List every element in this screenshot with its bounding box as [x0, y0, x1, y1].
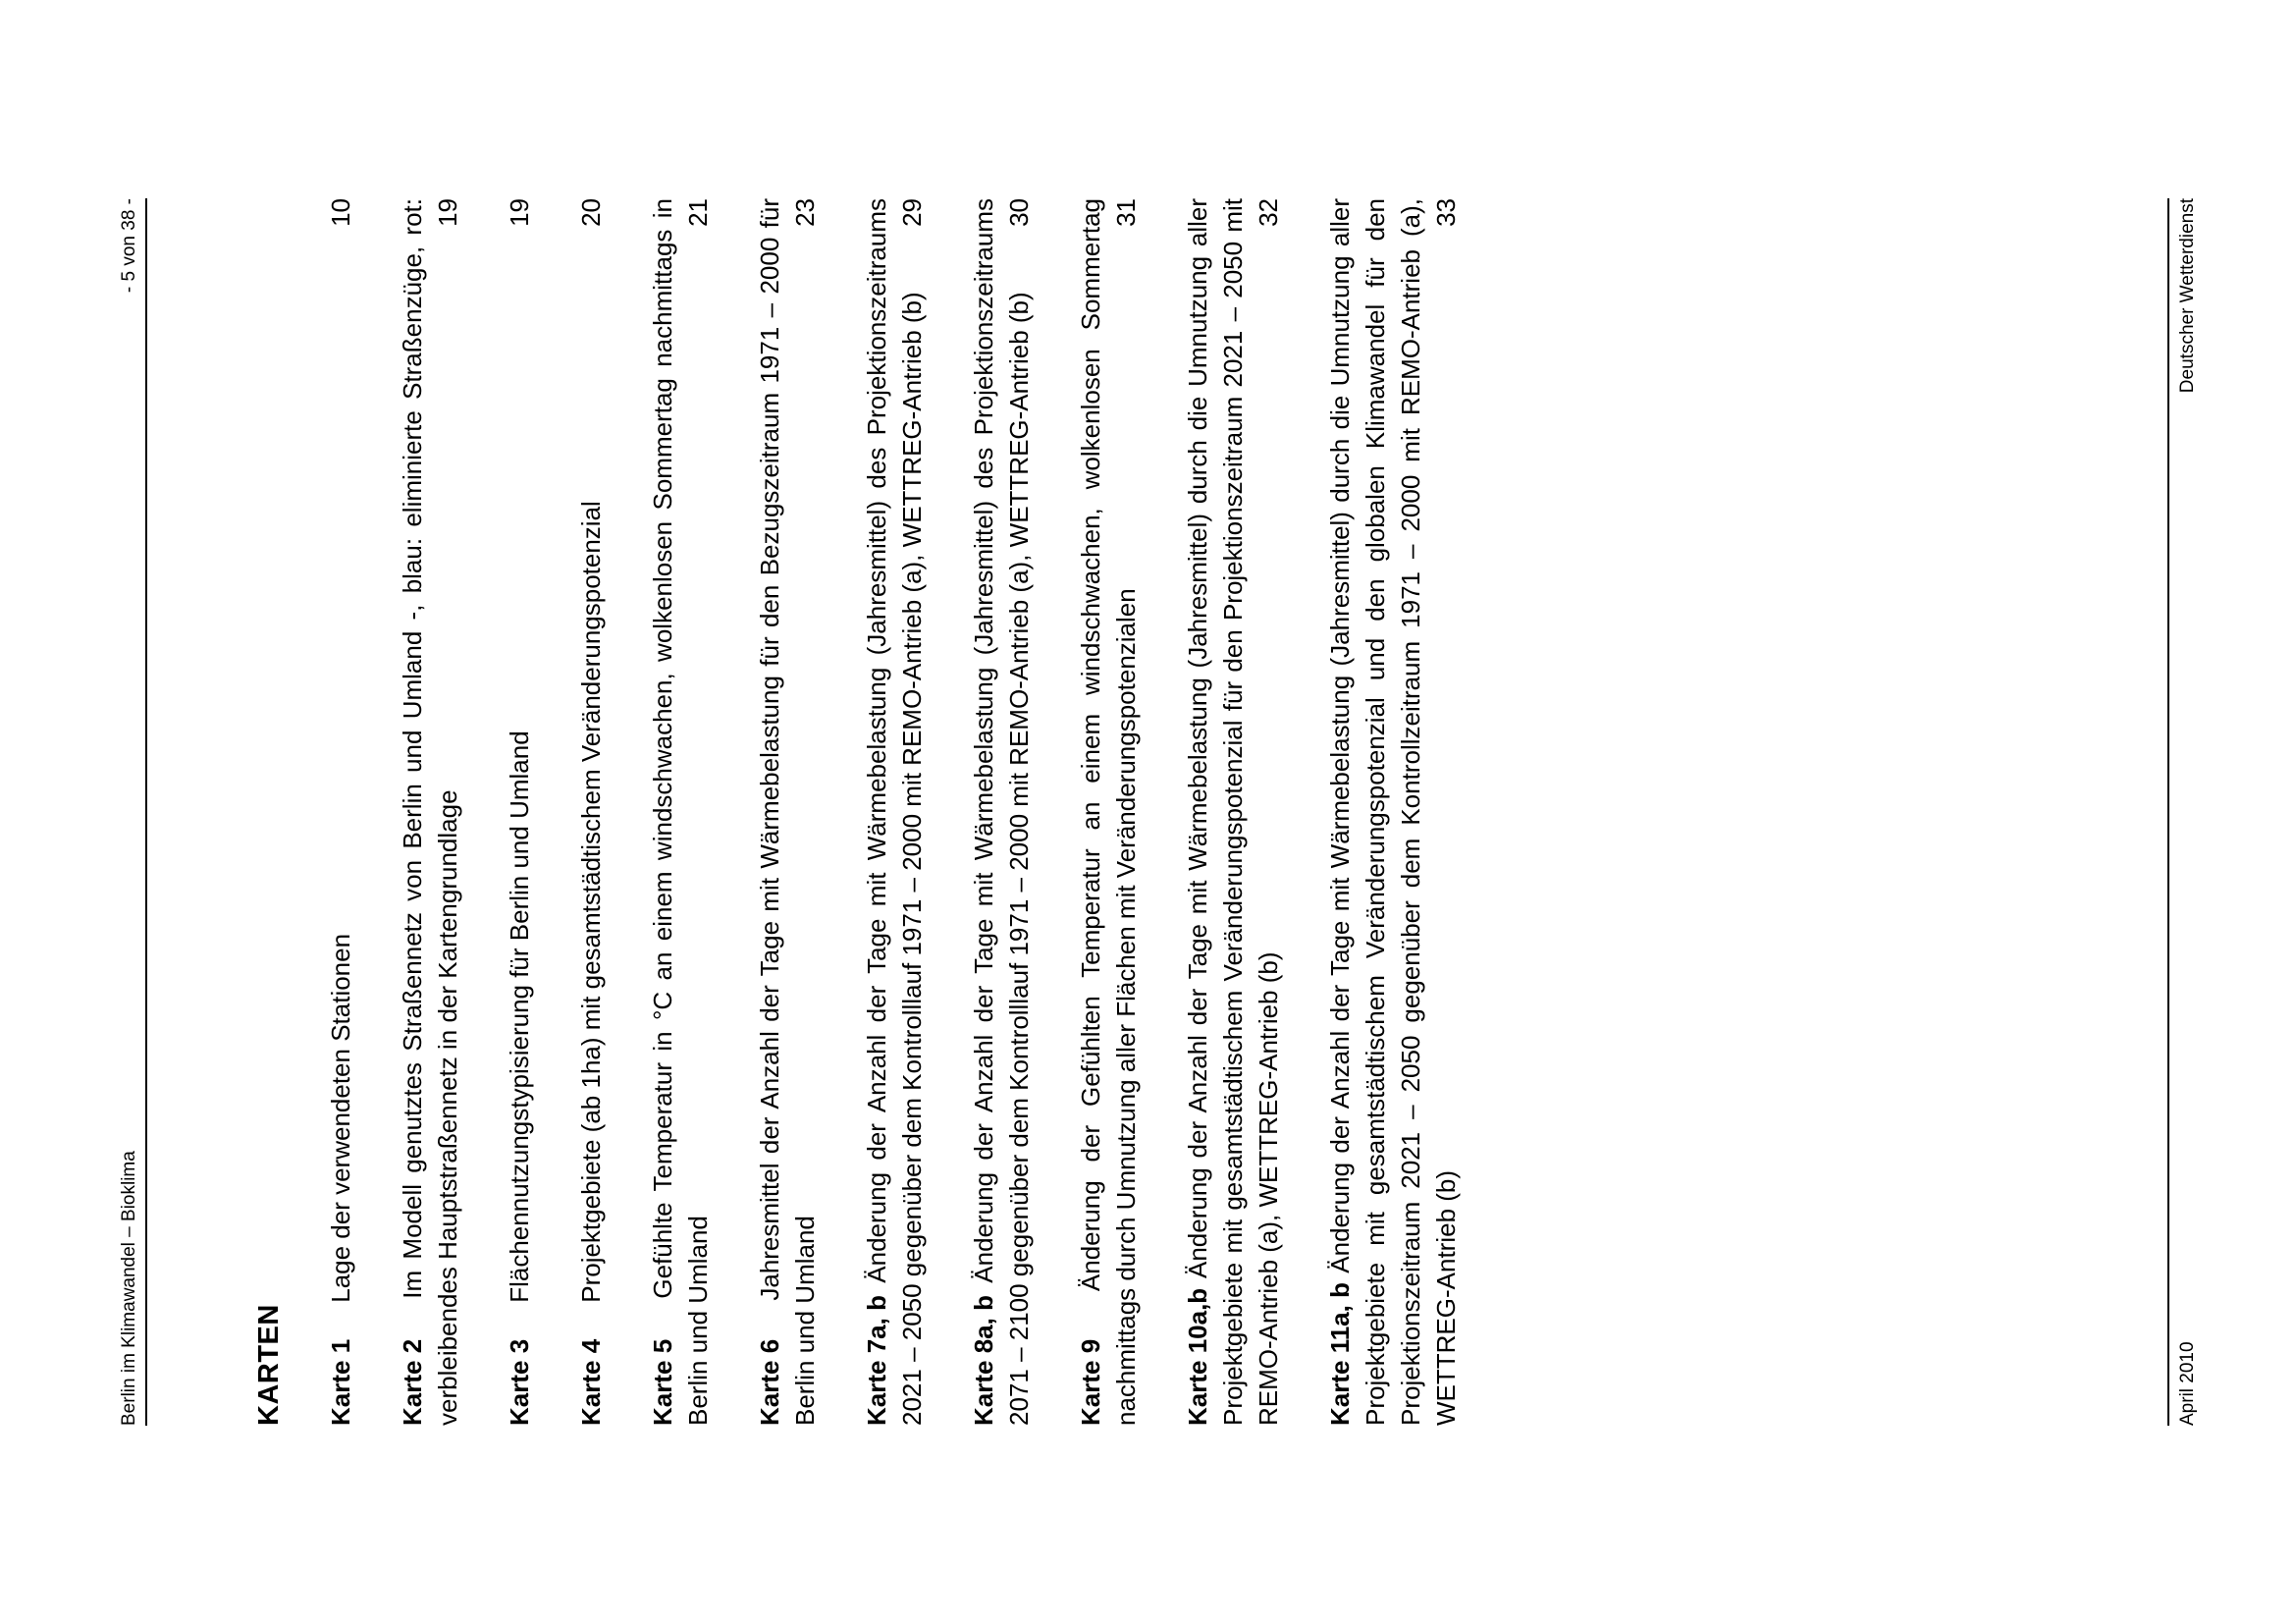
list-item	[323, 198, 358, 1426]
entry-text: Projektgebiete (ab 1ha) mit gesamtstädtischem Veränderungspotenzial	[576, 501, 606, 1303]
header-title: Berlin im Klimawandel – Bioklima	[119, 1151, 139, 1426]
footer-date: April 2010	[2177, 1341, 2198, 1426]
entry-label: Karte 2	[398, 1338, 427, 1426]
entry-text: Jahresmittel der Anzahl der Tage mit Wärmebelastung für den Bezugszeitraum 1971 – 2000 für Berlin und Umland	[755, 198, 820, 1426]
list-item	[859, 198, 930, 1426]
list-item	[752, 198, 823, 1426]
entry-label: Karte 3	[505, 1338, 534, 1426]
entry-page: 30	[1004, 198, 1034, 227]
entry-text: Im Modell genutztes Straßennetz von Berlin und Umland -, blau: eliminierte Straßenzüge, rot: verbleibendes Hauptstraßennetz in der Kartengrundlage	[398, 198, 462, 1426]
entry-page: 32	[1254, 198, 1283, 227]
entry-page: 19	[505, 198, 534, 227]
entry-label: Karte 9	[1076, 1338, 1105, 1426]
entry-page: 21	[683, 198, 713, 227]
content	[253, 198, 1500, 1426]
page-footer	[2167, 198, 2209, 1426]
entry-text: Gefühlte Temperatur in °C an einem windschwachen, wolkenlosen Sommertag nachmittags in Berlin und Umland	[648, 198, 713, 1426]
section-title: KARTEN	[253, 1304, 285, 1426]
entry-label: Karte 5	[648, 1338, 677, 1426]
header-page-number: - 5 von 38 -	[119, 198, 139, 294]
entry-page: 31	[1111, 198, 1141, 227]
entry-text: Änderung der Gefühlten Temperatur an einem windschwachen, wolkenlosen Sommertag nachmittags durch Umnutzung aller Flächen mit Veränderungspotenzialen	[1076, 198, 1141, 1426]
entry-text: Flächennutzungstypisierung für Berlin und Umland	[505, 731, 534, 1303]
entry-label: Karte 8a, b	[969, 1295, 998, 1426]
entry-page: 29	[897, 198, 927, 227]
list-item	[966, 198, 1037, 1426]
entry-label: Karte 7a, b	[862, 1295, 891, 1426]
entry-text: Änderung der Anzahl der Tage mit Wärmebelastung (Jahresmittel) durch die Umnutzung aller Projektgebiete mit gesamtstädtischem Veränderungspotenzial für den Projektionszeitraum 2021 – 2050 mit REMO-Antrieb (a), WETTREG-Antrieb (b)	[1183, 198, 1283, 1426]
entry-page: 10	[326, 198, 355, 227]
list-item	[395, 198, 465, 1426]
entry-text: Lage der verwendeten Stationen	[326, 933, 355, 1303]
entry-text: Änderung der Anzahl der Tage mit Wärmebelastung (Jahresmittel) des Projektionszeitraums 2071 – 2100 gegenüber dem Kontrolllauf 1971 – 2000 mit REMO-Antrieb (a), WETTREG-Antrieb (b)	[969, 198, 1034, 1426]
list-item	[1180, 198, 1286, 1426]
list-item	[1322, 198, 1464, 1426]
list-item	[645, 198, 716, 1426]
page-header	[118, 198, 147, 1426]
entry-text: Änderung der Anzahl der Tage mit Wärmebelastung (Jahresmittel) durch die Umnutzung aller Projektgebiete mit gesamtstädtischem Veränderungspotenzial und den globalen Klimawandel für den Projektionszeitraum 2021 – 2050 gegenüber dem Kontrollzeitraum 1971 – 2000 mit REMO-Antrieb (a), WETTREG-Antrieb (b)	[1325, 198, 1461, 1426]
entry-label: Karte 11a, b	[1325, 1282, 1355, 1426]
entry-page: 19	[433, 198, 462, 227]
footer-publisher: Deutscher Wetterdienst	[2177, 198, 2198, 394]
list-item	[573, 198, 609, 1426]
entry-text: Änderung der Anzahl der Tage mit Wärmebelastung (Jahresmittel) des Projektionszeitraums 2021 – 2050 gegenüber dem Kontrolllauf 1971 – 2000 mit REMO-Antrieb (a), WETTREG-Antrieb (b)	[862, 198, 927, 1426]
entry-label: Karte 6	[755, 1338, 784, 1426]
entry-page: 20	[576, 198, 606, 227]
list-item	[502, 198, 537, 1426]
entry-page: 23	[790, 198, 820, 227]
entry-page: 33	[1431, 198, 1461, 227]
entry-label: Karte 10a,b	[1183, 1287, 1212, 1426]
list-item	[1073, 198, 1144, 1426]
entry-label: Karte 1	[326, 1338, 355, 1426]
entry-label: Karte 4	[576, 1338, 606, 1426]
